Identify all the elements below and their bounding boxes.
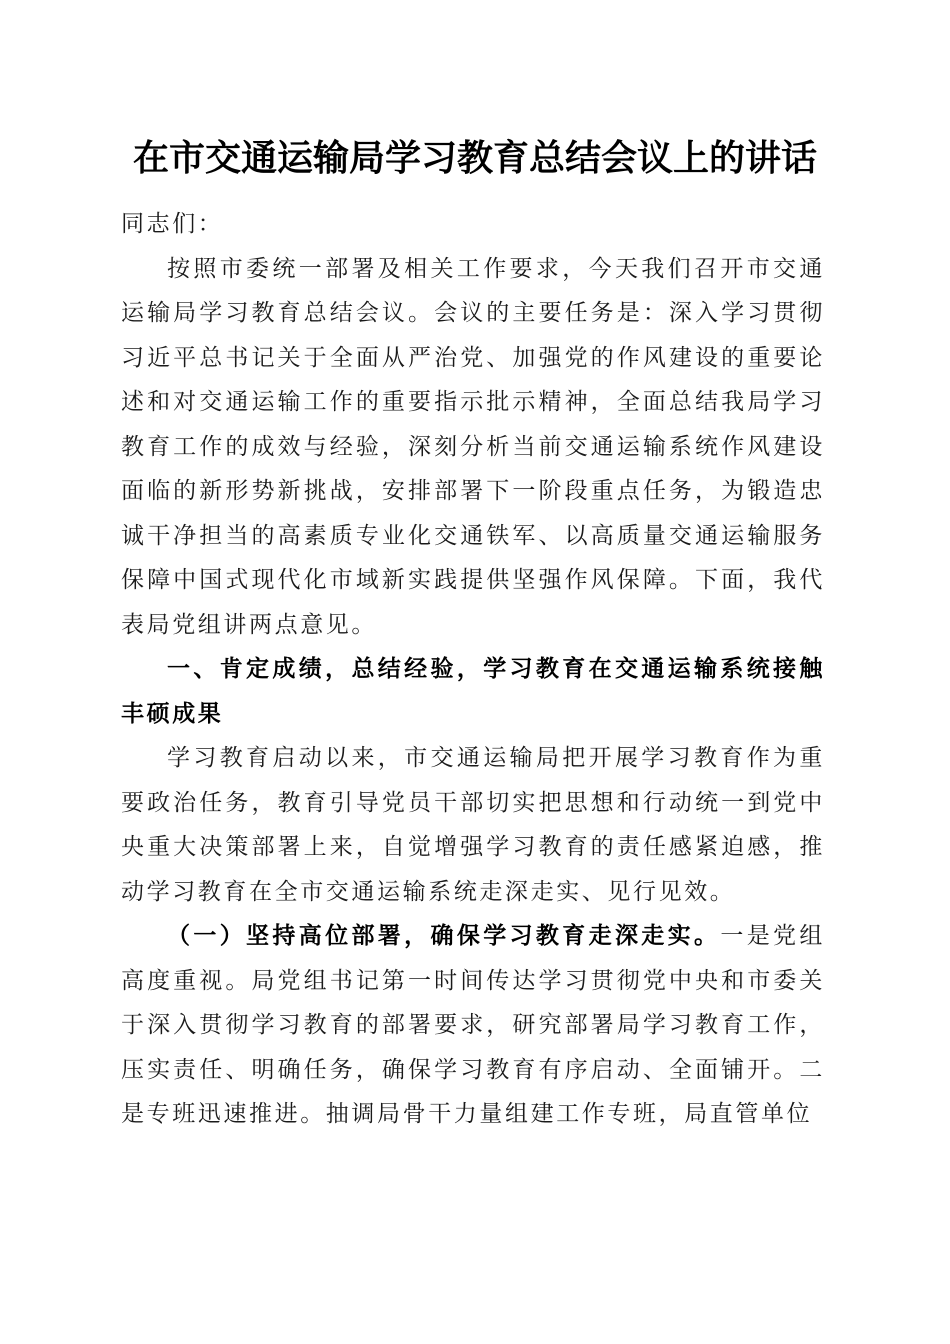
intro-paragraph: 按照市委统一部署及相关工作要求，今天我们召开市交通运输局学习教育总结会议。会议的主要任务是：深入学习贯彻习近平总书记关于全面从严治党、加强党的作风建设的重要论述和对交通运输工作的重要指示批示精神，全面总结我局学习教育工作的成效与经验，深刻分析当前交通运输系统作风建设面临的新形势新挑战，安排部署下一阶段重点任务，为锻造忠诚干净担当的高素质专业化交通铁军、以高质量交通运输服务保障中国式现代化市域新实践提供坚强作风保障。下面，我代表局党组讲两点意见。 xyxy=(121,255,825,638)
section-heading-1: 一、肯定成绩，总结经验，学习教育在交通运输系统接触丰硕成果 xyxy=(121,656,825,727)
subsection-1-lead: （一）坚持高位部署，确保学习教育走深走实。 xyxy=(167,922,721,949)
subsection-1-paragraph xyxy=(121,914,825,1137)
salutation: 同志们： xyxy=(121,211,224,237)
document-title: 在市交通运输局学习教育总结会议上的讲话 xyxy=(132,137,817,179)
subsection-1-body: 一是党组高度重视。局党组书记第一时间传达学习贯彻党中央和市委关于深入贯彻学习教育的部署要求，研究部署局学习教育工作，压实责任、明确任务，确保学习教育有序启动、全面铺开。二是专班迅速推进。抽调局骨干力量组建工作专班，局直管单位 xyxy=(121,923,825,1127)
section-1-paragraph: 学习教育启动以来，市交通运输局把开展学习教育作为重要政治任务，教育引导党员干部切实把思想和行动统一到党中央重大决策部署上来，自觉增强学习教育的责任感紧迫感，推动学习教育在全市交通运输系统走深走实、见行见效。 xyxy=(121,745,825,905)
document-body xyxy=(121,202,825,1137)
